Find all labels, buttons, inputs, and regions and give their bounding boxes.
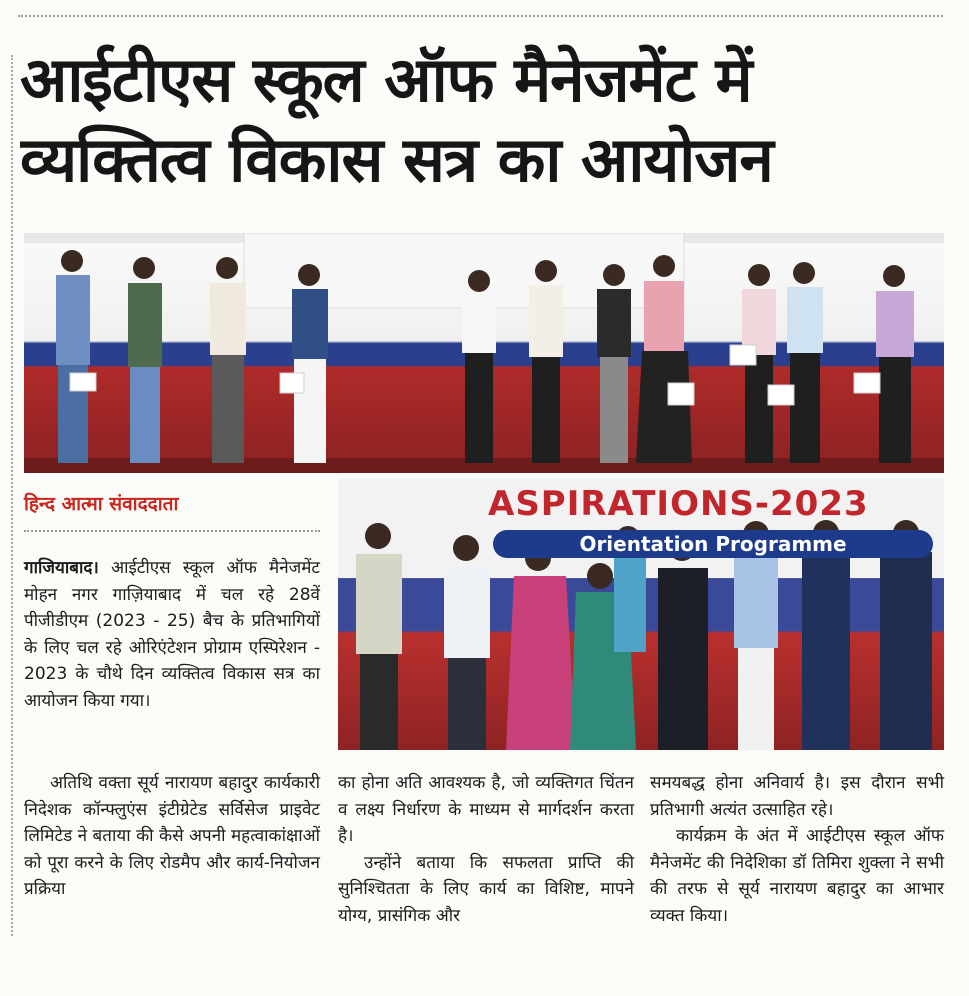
- column-2-paragraph-1: का होना अति आवश्यक है, जो व्यक्तिगत चिंतन व लक्ष्य निर्धारण के माध्यम से मार्गदर्शन करता है।: [338, 773, 634, 846]
- aspirations-group-photo: [338, 478, 944, 750]
- article-column-3: [650, 770, 944, 929]
- headline-line-1: आईटीएस स्कूल ऑफ मैनेजमेंट में: [20, 43, 752, 116]
- column-1-paragraph: अतिथि वक्ता सूर्य नारायण बहादुर कार्यकारी निदेशक कॉन्फ्लुएंस इंटीग्रेटेड सर्विसेज प्राइवेट लिमिटेड ने बताया की कैसे अपनी महत्वाकांक्षाओं को पूरा करने के लिए रोडमैप और कार्य-नियोजन प्रक्रिया: [24, 773, 320, 899]
- column-2-paragraph-2: उन्होंने बताया कि सफलता प्राप्ति की सुनिश्चितता के लिए कार्य का विशिष्ट, मापने योग्य, प्रासंगिक और: [338, 852, 634, 926]
- banner-title: ASPIRATIONS-2023: [488, 484, 869, 524]
- column-3-paragraph-1: समयबद्ध होना अनिवार्य है। इस दौरान सभी प्रतिभागी अत्यंत उत्साहित रहे।: [650, 773, 944, 820]
- lead-text: आईटीएस स्कूल ऑफ मैनेजमेंट मोहन नगर गाज़ियाबाद में चल रहे 28वें पीजीडीएम (2023 - 25) बैच के प्रतिभागियों के लिए चल रहे ओरिएंटेशन प्रोग्राम एस्पिरेशन - 2023 के चौथे दिन व्यक्तित्व विकास सत्र का आयोजन किया गया।: [24, 558, 320, 711]
- participants-photo: [24, 233, 944, 473]
- dateline: गाजियाबाद।: [24, 558, 99, 578]
- top-dotted-rule: [18, 15, 943, 17]
- column-3-paragraph-2: कार्यक्रम के अंत में आईटीएस स्कूल ऑफ मैनेजमेंट की निदेशिका डॉ तिमिरा शुक्ला ने सभी की तरफ से सूर्य नारायण बहादुर का आभार व्यक्त किया।: [650, 826, 944, 926]
- article-column-1: [24, 770, 320, 903]
- article-column-2: [338, 770, 634, 929]
- headline: [20, 40, 950, 200]
- participants-illustration: [24, 233, 944, 473]
- banner-subtitle: Orientation Programme: [493, 530, 933, 558]
- article-lead: [24, 555, 320, 714]
- left-dotted-rule: [11, 55, 13, 936]
- headline-line-2: व्यक्तित्व विकास सत्र का आयोजन: [20, 123, 773, 196]
- byline: हिन्द आत्मा संवाददाता: [24, 490, 320, 532]
